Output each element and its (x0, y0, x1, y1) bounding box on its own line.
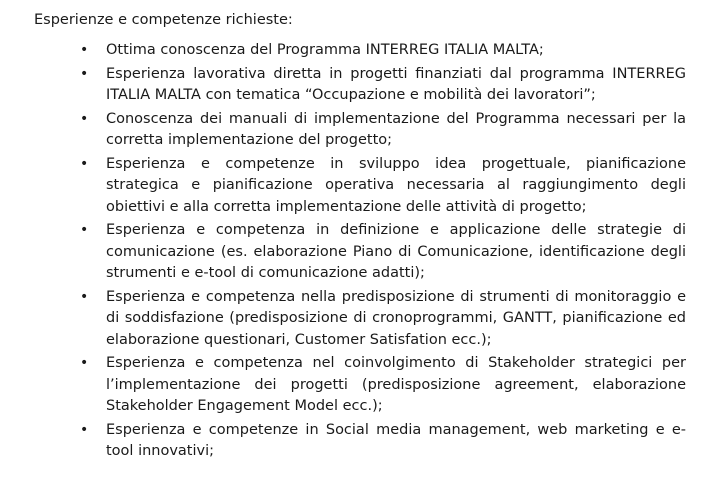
bullet-icon: • (80, 65, 89, 82)
bullet-icon: • (80, 42, 89, 58)
bullet-icon: • (80, 288, 89, 305)
list-item-text: Esperienza lavorativa diretta in progetti finanziati dal programma INTERREG ITALIA MALTA con tematica “Occupazione e mobilità dei lavoratori”; (106, 65, 686, 103)
list-item (0, 40, 686, 62)
list-item (0, 220, 686, 285)
list-item-text: Ottima conoscenza del Programma INTERREG ITALIA MALTA; (106, 42, 544, 58)
list-item-text: Esperienza e competenze in Social media management, web marketing e e-tool innovativi; (106, 421, 686, 459)
list-item (0, 64, 686, 107)
list-item-text: Conoscenza dei manuali di implementazione del Programma necessari per la corretta implementazione del progetto; (106, 110, 686, 148)
requirements-intro: Esperienze e competenze richieste: (34, 12, 293, 28)
list-item-text: Esperienza e competenza nel coinvolgimento di Stakeholder strategici per l’implementazione dei progetti (predisposizione agreement, elaborazione Stakeholder Engagement Model ecc.); (106, 355, 686, 414)
list-item-text: Esperienza e competenza nella predisposizione di strumenti di monitoraggio e di soddisfazione (predisposizione di cronoprogrammi, GANTT, pianificazione ed elaborazione questionari, Customer Satisfation ecc.); (106, 288, 686, 348)
list-item (0, 353, 686, 418)
list-item (0, 420, 686, 463)
list-item (0, 287, 686, 352)
requirements-list (0, 40, 722, 465)
bullet-icon: • (80, 222, 89, 238)
list-item-text: Esperienza e competenza in definizione e applicazione delle strategie di comunicazione (es. elaborazione Piano di Comunicazione, identificazione degli strumenti e e-tool di comunicazione adatti); (106, 222, 686, 281)
list-item (0, 154, 686, 219)
bullet-icon: • (80, 155, 89, 172)
bullet-icon: • (80, 421, 89, 438)
bullet-icon: • (80, 355, 89, 371)
list-item-text: Esperienza e competenze in sviluppo idea progettuale, pianificazione strategica e pianificazione operativa necessaria al raggiungimento degli obiettivi e alla corretta implementazione delle attività di progetto; (106, 155, 686, 215)
bullet-icon: • (80, 110, 89, 127)
list-item (0, 109, 686, 152)
